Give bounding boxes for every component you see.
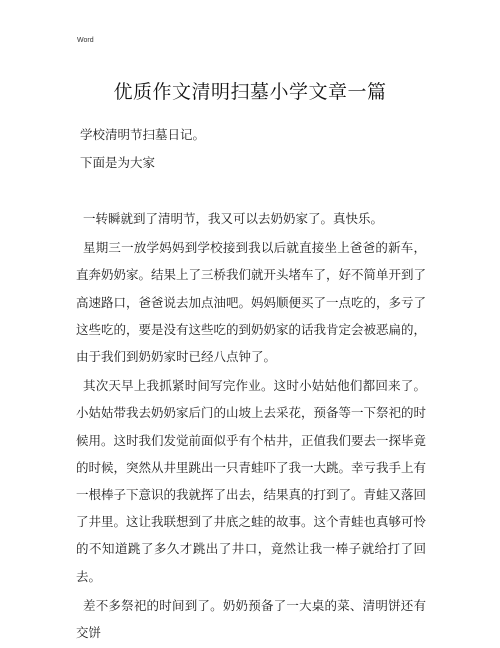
- body-paragraph: 星期三一放学妈妈到学校接到我以后就直接坐上爸爸的新车，直奔奶奶家。结果上了三桥我们就开头堵车了，好不简单开到了高速路口，爸爸说去加点油吧。妈妈顺便买了一点吃的，多亏了这些吃的，要是没有这些吃的到奶奶家的话我肯定会被恶扁的，由于我们到奶奶家时已经八点钟了。: [76, 240, 427, 365]
- body-paragraph: 一转瞬就到了清明节，我又可以去奶奶家了。真快乐。: [83, 211, 384, 226]
- app-header-label: Word: [77, 37, 94, 44]
- body-paragraph: 差不多祭祀的时间到了。奶奶预备了一大桌的菜、清明饼还有交饼: [76, 597, 426, 641]
- body-paragraph: 其次天早上我抓紧时间写完作业。这时小姑姑他们都回来了。小姑姑带我去奶奶家后门的山坡上去采花，预备等一下祭祀的时候用。这时我们发觉前面似乎有个枯井，正值我们要去一探毕竟的时候，突然从井里跳出一只青蛙吓了我一大跳。幸亏我手上有一根棒子下意识的我就挥了出去，结果真的打到了。青蛙又落回了井里。这让我联想到了井底之蛙的故事。这个青蛙也真够可怜的不知道跳了多久才跳出了井口，竟然让我一棒子就给打了回去。: [76, 378, 427, 584]
- document-title: 优质作文清明扫墓小学文章一篇: [113, 81, 387, 103]
- intro-line: 学校清明节扫墓日记。: [80, 127, 206, 142]
- document-body: [76, 205, 426, 648]
- intro-line: 下面是为大家: [80, 155, 156, 170]
